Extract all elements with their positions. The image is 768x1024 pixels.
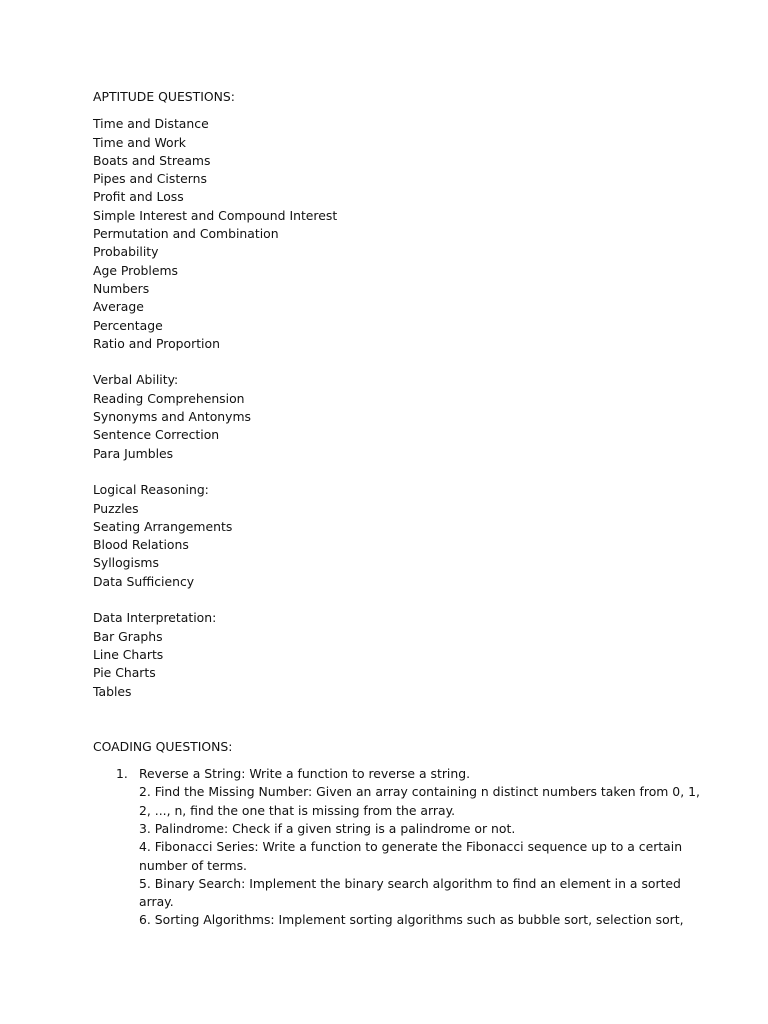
document-page bbox=[93, 88, 700, 930]
coding-item-text: Reverse a String: Write a function to reverse a string. bbox=[139, 766, 471, 782]
logical-item: Seating Arrangements bbox=[93, 518, 233, 534]
data-interpretation-item: Pie Charts bbox=[93, 665, 156, 681]
data-interpretation-list bbox=[93, 628, 693, 701]
logical-item: Data Sufficiency bbox=[93, 573, 195, 589]
coding-paragraph bbox=[93, 783, 700, 929]
logical-list bbox=[93, 500, 693, 591]
aptitude-item: Profit and Loss bbox=[93, 189, 184, 205]
aptitude-item: Numbers bbox=[93, 280, 150, 296]
verbal-heading: Verbal Ability: bbox=[93, 372, 179, 388]
paragraph-line: number of terms. bbox=[139, 857, 248, 873]
coding-list bbox=[93, 765, 700, 930]
paragraph-line: array. bbox=[139, 894, 174, 910]
paragraph-line: 2. Find the Missing Number: Given an array containing n distinct numbers taken from 0, 1, bbox=[139, 784, 700, 800]
verbal-item: Sentence Correction bbox=[93, 427, 220, 443]
aptitude-item: Permutation and Combination bbox=[93, 226, 279, 242]
aptitude-list bbox=[93, 115, 693, 353]
aptitude-heading: APTITUDE QUESTIONS: bbox=[93, 89, 235, 104]
coding-heading: COADING QUESTIONS: bbox=[93, 738, 233, 754]
coding-list-item bbox=[93, 765, 693, 783]
data-interpretation-heading: Data Interpretation: bbox=[93, 610, 217, 626]
data-interpretation-item: Line Charts bbox=[93, 646, 164, 662]
aptitude-item: Simple Interest and Compound Interest bbox=[93, 207, 338, 223]
aptitude-item: Average bbox=[93, 299, 144, 315]
verbal-item: Para Jumbles bbox=[93, 445, 174, 461]
logical-heading: Logical Reasoning: bbox=[93, 482, 209, 498]
aptitude-item: Age Problems bbox=[93, 262, 179, 278]
verbal-list bbox=[93, 390, 693, 463]
verbal-item: Synonyms and Antonyms bbox=[93, 409, 252, 425]
aptitude-item: Pipes and Cisterns bbox=[93, 171, 207, 187]
aptitude-item: Probability bbox=[93, 244, 159, 260]
paragraph-line: 3. Palindrome: Check if a given string is a palindrome or not. bbox=[139, 820, 516, 836]
aptitude-item: Time and Distance bbox=[93, 116, 209, 132]
aptitude-item: Percentage bbox=[93, 317, 163, 333]
paragraph-line: 2, ..., n, find the one that is missing from the array. bbox=[139, 802, 456, 818]
paragraph-line: 5. Binary Search: Implement the binary search algorithm to find an element in a sorted bbox=[139, 875, 681, 891]
aptitude-item: Boats and Streams bbox=[93, 152, 211, 168]
logical-item: Puzzles bbox=[93, 500, 139, 516]
logical-item: Syllogisms bbox=[93, 555, 159, 571]
verbal-item: Reading Comprehension bbox=[93, 390, 245, 406]
aptitude-item: Time and Work bbox=[93, 134, 186, 150]
paragraph-line: 6. Sorting Algorithms: Implement sorting algorithms such as bubble sort, selection sort, bbox=[139, 912, 684, 928]
data-interpretation-item: Bar Graphs bbox=[93, 628, 163, 644]
aptitude-item: Ratio and Proportion bbox=[93, 335, 220, 351]
logical-item: Blood Relations bbox=[93, 537, 189, 553]
list-number: 1. bbox=[116, 766, 128, 782]
data-interpretation-item: Tables bbox=[93, 683, 132, 699]
paragraph-line: 4. Fibonacci Series: Write a function to generate the Fibonacci sequence up to a certain bbox=[139, 839, 683, 855]
